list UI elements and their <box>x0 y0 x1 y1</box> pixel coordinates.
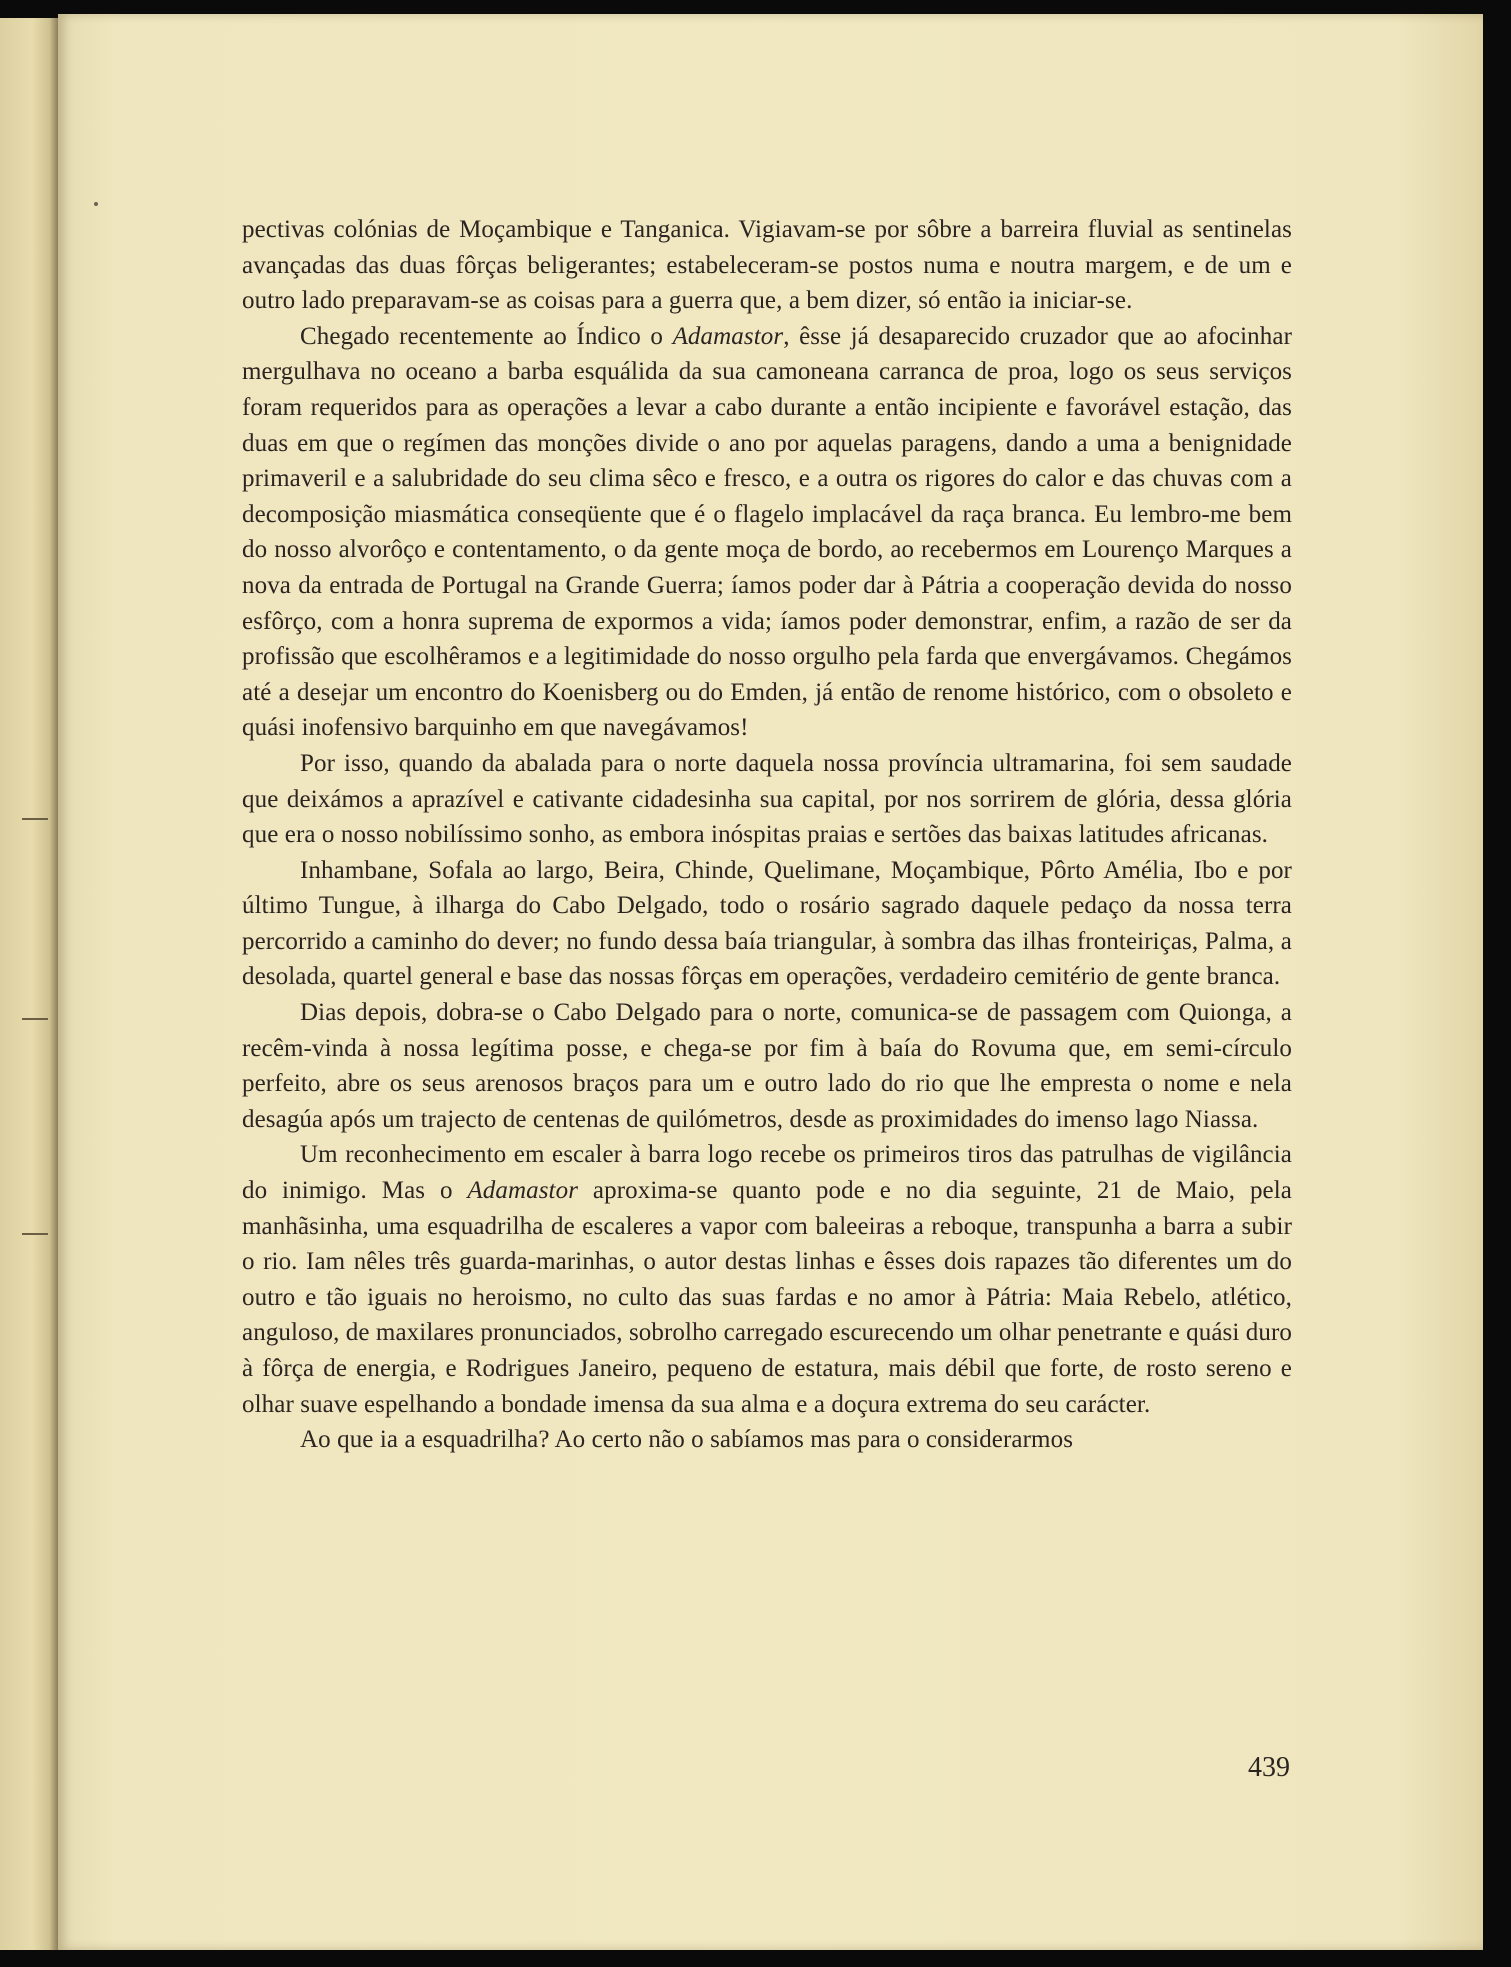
page-number: 439 <box>1248 1752 1290 1783</box>
ship-name: Adamastor <box>672 322 784 350</box>
paragraph-text: Inhambane, Sofala ao largo, Beira, Chinde, Quelimane, Moçambique, Pôrto Amélia, Ibo e por último Tungue, à ilharga do Cabo Delgado, todo o rosário sagrado daquele pedaço da nossa terra percorrido a caminho do dever; no fundo dessa baía triangular, à sombra das ilhas fronteiriças, Palma, a desolada, quartel general e base das nossas fôrças em operações, verdadeiro cemitério de gente branca. <box>242 856 1292 991</box>
paragraph-text: Chegado recentemente ao Índico o <box>300 322 673 350</box>
paragraph-text: Um reconhecimento em escaler à barra logo recebe os primeiros tiros das patrulhas de vigilância do inimigo. Mas o <box>242 1141 1292 1205</box>
paragraph-4 <box>242 853 1292 995</box>
binding-mark <box>22 1233 48 1235</box>
binding-edge <box>0 18 58 1950</box>
paragraph-5 <box>242 995 1292 1137</box>
paragraph-text: Ao que ia a esquadrilha? Ao certo não o sabíamos mas para o considerarmos <box>300 1426 1074 1454</box>
book-page <box>58 14 1483 1950</box>
paragraph-text: pectivas colónias de Moçambique e Tanganica. Vigiavam-se por sôbre a barreira fluvial as sentinelas avançadas das duas fôrças beligerantes; estabeleceram-se postos numa e noutra margem, e de um e outro lado preparavam-se as coisas para a guerra que, a bem dizer, só então ia iniciar-se. <box>242 216 1292 315</box>
paragraph-7 <box>242 1422 1292 1458</box>
body-text <box>242 212 1292 1458</box>
paragraph-3 <box>242 746 1292 853</box>
binding-mark <box>22 1018 48 1020</box>
paragraph-6 <box>242 1137 1292 1422</box>
ship-name: Adamastor <box>467 1177 579 1205</box>
paragraph-2 <box>242 319 1292 746</box>
paragraph-text: , êsse já desaparecido cruzador que ao afocinhar mergulhava no oceano a barba esquálida da sua camoneana carranca de proa, logo os seus serviços foram requeridos para as operações a levar a cabo durante a então incipiente e favorável estação, das duas em que o regímen das monções divide o ano por aquelas paragens, dando a uma a benignidade primaveril e a salubridade do seu clima sêco e fresco, e a outra os rigores do calor e das chuvas com a decomposição miasmática conseqüente que é o flagelo implacável da raça branca. Eu lembro-me bem do nosso alvorôço e contentamento, o da gente moça de bordo, ao recebermos em Lourenço Marques a nova da entrada de Portugal na Grande Guerra; íamos poder dar à Pátria a cooperação devida do nosso esfôrço, com a honra suprema de expormos a vida; íamos poder demonstrar, enfim, a razão de ser da profissão que escolhêramos e a legitimidade do nosso orgulho pela farda que envergávamos. Chegámos até a desejar um encontro do Koenisberg ou do Emden, já então de renome histórico, com o obsoleto e quási inofensivo barquinho em que navegávamos! <box>242 322 1292 742</box>
ink-speck <box>94 202 98 206</box>
scan-border <box>1483 14 1511 1950</box>
paragraph-text: Por isso, quando da abalada para o norte daquela nossa província ultramarina, foi sem saudade que deixámos a aprazível e cativante cidadesinha sua capital, por nos sorrirem de glória, dessa glória que era o nosso nobilíssimo sonho, as embora inóspitas praias e sertões das baixas latitudes africanas. <box>242 749 1292 849</box>
paragraph-1 <box>242 212 1292 319</box>
paragraph-text: Dias depois, dobra-se o Cabo Delgado para o norte, comunica-se de passagem com Quionga, a recêm-vinda à nossa legítima posse, e chega-se por fim à baía do Rovuma que, em semi-círculo perfeito, abre os seus arenosos braços para um e outro lado do rio que lhe empresta o nome e nela desagúa após um trajecto de centenas de quilómetros, desde as proximidades do imenso lago Niassa. <box>242 999 1292 1133</box>
binding-mark <box>22 818 48 820</box>
paragraph-text: aproxima-se quanto pode e no dia seguinte, 21 de Maio, pela manhãsinha, uma esquadrilha de escaleres a vapor com baleeiras a reboque, transpunha a barra a subir o rio. Iam nêles três guarda-marinhas, o autor destas linhas e êsses dois rapazes tão diferentes um do outro e tão iguais no heroismo, no culto das suas fardas e no amor à Pátria: Maia Rebelo, atlético, anguloso, de maxilares pronunciados, sobrolho carregado escurecendo um olhar penetrante e quási duro à fôrça de energia, e Rodrigues Janeiro, pequeno de estatura, mais débil que forte, de rosto sereno e olhar suave espelhando a bondade imensa da sua alma e a doçura extrema do seu carácter. <box>242 1177 1292 1418</box>
